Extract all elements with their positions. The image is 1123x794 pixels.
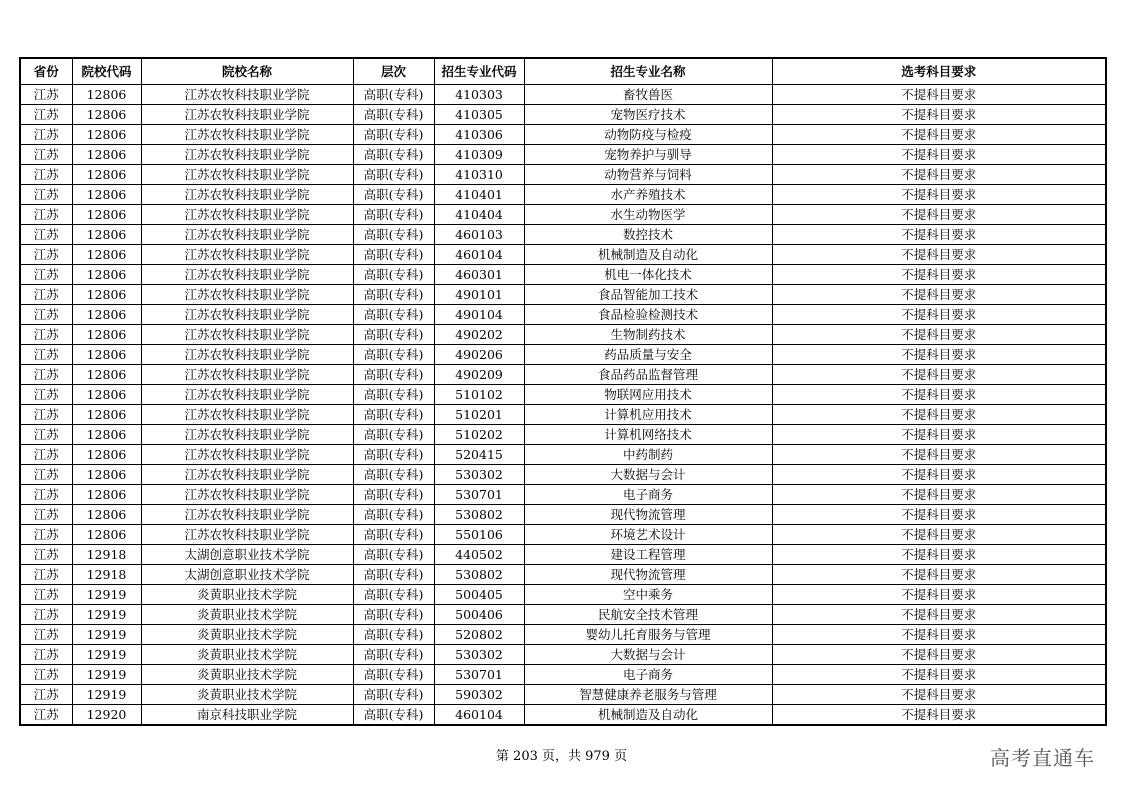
cell-province: 江苏 bbox=[20, 485, 72, 505]
cell-level: 高职(专科) bbox=[353, 325, 434, 345]
cell-major-code: 490101 bbox=[434, 285, 524, 305]
admission-table bbox=[19, 57, 1107, 726]
cell-subject-requirement: 不提科目要求 bbox=[772, 405, 1106, 425]
cell-school-code: 12919 bbox=[72, 585, 141, 605]
cell-school-name: 炎黄职业技术学院 bbox=[141, 685, 353, 705]
cell-subject-requirement: 不提科目要求 bbox=[772, 85, 1106, 105]
cell-school-code: 12806 bbox=[72, 485, 141, 505]
table-row bbox=[20, 605, 1106, 625]
cell-major-name: 水生动物医学 bbox=[524, 205, 772, 225]
cell-school-name: 江苏农牧科技职业学院 bbox=[141, 305, 353, 325]
cell-level: 高职(专科) bbox=[353, 585, 434, 605]
cell-province: 江苏 bbox=[20, 645, 72, 665]
table-row bbox=[20, 285, 1106, 305]
cell-subject-requirement: 不提科目要求 bbox=[772, 325, 1106, 345]
cell-subject-requirement: 不提科目要求 bbox=[772, 225, 1106, 245]
cell-subject-requirement: 不提科目要求 bbox=[772, 205, 1106, 225]
cell-school-name: 江苏农牧科技职业学院 bbox=[141, 265, 353, 285]
table-row bbox=[20, 405, 1106, 425]
cell-level: 高职(专科) bbox=[353, 465, 434, 485]
table-row bbox=[20, 685, 1106, 705]
cell-school-code: 12919 bbox=[72, 645, 141, 665]
cell-subject-requirement: 不提科目要求 bbox=[772, 585, 1106, 605]
cell-major-name: 药品质量与安全 bbox=[524, 345, 772, 365]
cell-level: 高职(专科) bbox=[353, 165, 434, 185]
cell-level: 高职(专科) bbox=[353, 685, 434, 705]
cell-school-name: 江苏农牧科技职业学院 bbox=[141, 385, 353, 405]
cell-subject-requirement: 不提科目要求 bbox=[772, 285, 1106, 305]
cell-level: 高职(专科) bbox=[353, 405, 434, 425]
cell-school-name: 江苏农牧科技职业学院 bbox=[141, 205, 353, 225]
cell-subject-requirement: 不提科目要求 bbox=[772, 565, 1106, 585]
cell-province: 江苏 bbox=[20, 685, 72, 705]
cell-major-name: 宠物医疗技术 bbox=[524, 105, 772, 125]
cell-school-code: 12806 bbox=[72, 305, 141, 325]
cell-level: 高职(专科) bbox=[353, 85, 434, 105]
table-row bbox=[20, 445, 1106, 465]
cell-major-code: 530701 bbox=[434, 485, 524, 505]
cell-school-code: 12806 bbox=[72, 325, 141, 345]
cell-major-name: 机械制造及自动化 bbox=[524, 245, 772, 265]
cell-school-name: 太湖创意职业技术学院 bbox=[141, 545, 353, 565]
header-level: 层次 bbox=[353, 58, 434, 85]
cell-subject-requirement: 不提科目要求 bbox=[772, 525, 1106, 545]
cell-subject-requirement: 不提科目要求 bbox=[772, 305, 1106, 325]
cell-province: 江苏 bbox=[20, 205, 72, 225]
cell-major-name: 生物制药技术 bbox=[524, 325, 772, 345]
cell-major-code: 490209 bbox=[434, 365, 524, 385]
cell-subject-requirement: 不提科目要求 bbox=[772, 245, 1106, 265]
cell-province: 江苏 bbox=[20, 285, 72, 305]
cell-major-code: 410305 bbox=[434, 105, 524, 125]
cell-school-name: 炎黄职业技术学院 bbox=[141, 665, 353, 685]
cell-province: 江苏 bbox=[20, 705, 72, 726]
cell-school-name: 炎黄职业技术学院 bbox=[141, 585, 353, 605]
cell-school-code: 12806 bbox=[72, 285, 141, 305]
cell-province: 江苏 bbox=[20, 85, 72, 105]
cell-level: 高职(专科) bbox=[353, 225, 434, 245]
cell-level: 高职(专科) bbox=[353, 345, 434, 365]
cell-major-code: 440502 bbox=[434, 545, 524, 565]
cell-school-name: 江苏农牧科技职业学院 bbox=[141, 465, 353, 485]
cell-province: 江苏 bbox=[20, 325, 72, 345]
cell-subject-requirement: 不提科目要求 bbox=[772, 645, 1106, 665]
header-major-name: 招生专业名称 bbox=[524, 58, 772, 85]
cell-major-code: 460301 bbox=[434, 265, 524, 285]
cell-province: 江苏 bbox=[20, 545, 72, 565]
cell-subject-requirement: 不提科目要求 bbox=[772, 505, 1106, 525]
cell-major-name: 智慧健康养老服务与管理 bbox=[524, 685, 772, 705]
cell-school-code: 12806 bbox=[72, 405, 141, 425]
cell-school-code: 12806 bbox=[72, 125, 141, 145]
table-row bbox=[20, 245, 1106, 265]
cell-level: 高职(专科) bbox=[353, 705, 434, 726]
table-row bbox=[20, 645, 1106, 665]
cell-major-code: 510201 bbox=[434, 405, 524, 425]
cell-province: 江苏 bbox=[20, 105, 72, 125]
cell-school-code: 12806 bbox=[72, 445, 141, 465]
cell-province: 江苏 bbox=[20, 465, 72, 485]
cell-level: 高职(专科) bbox=[353, 245, 434, 265]
cell-province: 江苏 bbox=[20, 385, 72, 405]
cell-level: 高职(专科) bbox=[353, 365, 434, 385]
cell-subject-requirement: 不提科目要求 bbox=[772, 465, 1106, 485]
cell-major-code: 590302 bbox=[434, 685, 524, 705]
cell-subject-requirement: 不提科目要求 bbox=[772, 545, 1106, 565]
cell-major-name: 物联网应用技术 bbox=[524, 385, 772, 405]
cell-province: 江苏 bbox=[20, 665, 72, 685]
table-row bbox=[20, 585, 1106, 605]
table-row bbox=[20, 525, 1106, 545]
cell-major-name: 机电一体化技术 bbox=[524, 265, 772, 285]
cell-province: 江苏 bbox=[20, 585, 72, 605]
cell-major-code: 500405 bbox=[434, 585, 524, 605]
cell-major-name: 电子商务 bbox=[524, 485, 772, 505]
cell-level: 高职(专科) bbox=[353, 445, 434, 465]
cell-major-code: 490206 bbox=[434, 345, 524, 365]
table-row bbox=[20, 505, 1106, 525]
cell-major-code: 530302 bbox=[434, 645, 524, 665]
cell-subject-requirement: 不提科目要求 bbox=[772, 665, 1106, 685]
watermark: 高考直通车 bbox=[990, 746, 1095, 770]
table-row bbox=[20, 125, 1106, 145]
cell-school-code: 12806 bbox=[72, 525, 141, 545]
table-row bbox=[20, 385, 1106, 405]
table-row bbox=[20, 105, 1106, 125]
cell-major-name: 中药制药 bbox=[524, 445, 772, 465]
cell-province: 江苏 bbox=[20, 345, 72, 365]
header-school-name: 院校名称 bbox=[141, 58, 353, 85]
cell-subject-requirement: 不提科目要求 bbox=[772, 425, 1106, 445]
cell-level: 高职(专科) bbox=[353, 645, 434, 665]
cell-province: 江苏 bbox=[20, 365, 72, 385]
table-row bbox=[20, 205, 1106, 225]
cell-major-name: 大数据与会计 bbox=[524, 465, 772, 485]
cell-major-code: 520802 bbox=[434, 625, 524, 645]
cell-subject-requirement: 不提科目要求 bbox=[772, 625, 1106, 645]
cell-level: 高职(专科) bbox=[353, 625, 434, 645]
cell-school-name: 江苏农牧科技职业学院 bbox=[141, 285, 353, 305]
cell-school-code: 12918 bbox=[72, 545, 141, 565]
cell-school-name: 江苏农牧科技职业学院 bbox=[141, 425, 353, 445]
table-row bbox=[20, 85, 1106, 105]
table-row bbox=[20, 185, 1106, 205]
cell-level: 高职(专科) bbox=[353, 545, 434, 565]
cell-major-code: 490104 bbox=[434, 305, 524, 325]
table-row bbox=[20, 325, 1106, 345]
cell-school-name: 江苏农牧科技职业学院 bbox=[141, 405, 353, 425]
cell-province: 江苏 bbox=[20, 185, 72, 205]
cell-province: 江苏 bbox=[20, 245, 72, 265]
table-row bbox=[20, 165, 1106, 185]
table-row bbox=[20, 465, 1106, 485]
cell-level: 高职(专科) bbox=[353, 185, 434, 205]
header-subject-requirement: 选考科目要求 bbox=[772, 58, 1106, 85]
cell-school-name: 江苏农牧科技职业学院 bbox=[141, 165, 353, 185]
cell-school-name: 南京科技职业学院 bbox=[141, 705, 353, 726]
cell-major-code: 460103 bbox=[434, 225, 524, 245]
cell-major-code: 410401 bbox=[434, 185, 524, 205]
cell-major-code: 530802 bbox=[434, 505, 524, 525]
cell-level: 高职(专科) bbox=[353, 285, 434, 305]
table-row bbox=[20, 305, 1106, 325]
cell-major-code: 550106 bbox=[434, 525, 524, 545]
cell-major-code: 500406 bbox=[434, 605, 524, 625]
cell-school-code: 12919 bbox=[72, 685, 141, 705]
cell-province: 江苏 bbox=[20, 165, 72, 185]
cell-major-name: 动物防疫与检疫 bbox=[524, 125, 772, 145]
cell-subject-requirement: 不提科目要求 bbox=[772, 265, 1106, 285]
cell-school-name: 江苏农牧科技职业学院 bbox=[141, 365, 353, 385]
cell-major-code: 410310 bbox=[434, 165, 524, 185]
header-school-code: 院校代码 bbox=[72, 58, 141, 85]
cell-level: 高职(专科) bbox=[353, 605, 434, 625]
table-row bbox=[20, 425, 1106, 445]
cell-subject-requirement: 不提科目要求 bbox=[772, 145, 1106, 165]
cell-major-name: 畜牧兽医 bbox=[524, 85, 772, 105]
cell-school-code: 12806 bbox=[72, 185, 141, 205]
cell-school-name: 江苏农牧科技职业学院 bbox=[141, 525, 353, 545]
cell-school-code: 12806 bbox=[72, 365, 141, 385]
cell-major-name: 计算机应用技术 bbox=[524, 405, 772, 425]
cell-major-code: 510202 bbox=[434, 425, 524, 445]
cell-school-code: 12806 bbox=[72, 465, 141, 485]
cell-major-name: 环境艺术设计 bbox=[524, 525, 772, 545]
cell-major-name: 食品检验检测技术 bbox=[524, 305, 772, 325]
cell-major-name: 食品药品监督管理 bbox=[524, 365, 772, 385]
cell-school-code: 12806 bbox=[72, 225, 141, 245]
cell-subject-requirement: 不提科目要求 bbox=[772, 345, 1106, 365]
cell-province: 江苏 bbox=[20, 265, 72, 285]
cell-subject-requirement: 不提科目要求 bbox=[772, 185, 1106, 205]
cell-level: 高职(专科) bbox=[353, 425, 434, 445]
cell-province: 江苏 bbox=[20, 425, 72, 445]
cell-major-name: 现代物流管理 bbox=[524, 505, 772, 525]
cell-school-code: 12806 bbox=[72, 425, 141, 445]
cell-major-code: 410404 bbox=[434, 205, 524, 225]
cell-level: 高职(专科) bbox=[353, 565, 434, 585]
cell-major-name: 动物营养与饲料 bbox=[524, 165, 772, 185]
table-row bbox=[20, 345, 1106, 365]
table-row bbox=[20, 545, 1106, 565]
cell-major-code: 460104 bbox=[434, 705, 524, 726]
cell-province: 江苏 bbox=[20, 145, 72, 165]
table-row bbox=[20, 265, 1106, 285]
cell-major-name: 计算机网络技术 bbox=[524, 425, 772, 445]
cell-major-code: 410309 bbox=[434, 145, 524, 165]
table-row bbox=[20, 365, 1106, 385]
cell-school-name: 江苏农牧科技职业学院 bbox=[141, 145, 353, 165]
cell-school-code: 12806 bbox=[72, 385, 141, 405]
cell-major-name: 机械制造及自动化 bbox=[524, 705, 772, 726]
cell-subject-requirement: 不提科目要求 bbox=[772, 445, 1106, 465]
cell-subject-requirement: 不提科目要求 bbox=[772, 485, 1106, 505]
cell-major-code: 530302 bbox=[434, 465, 524, 485]
cell-major-name: 建设工程管理 bbox=[524, 545, 772, 565]
cell-province: 江苏 bbox=[20, 505, 72, 525]
cell-major-code: 530802 bbox=[434, 565, 524, 585]
cell-school-name: 江苏农牧科技职业学院 bbox=[141, 105, 353, 125]
cell-major-code: 410306 bbox=[434, 125, 524, 145]
cell-level: 高职(专科) bbox=[353, 145, 434, 165]
cell-school-name: 江苏农牧科技职业学院 bbox=[141, 245, 353, 265]
cell-province: 江苏 bbox=[20, 125, 72, 145]
cell-school-name: 江苏农牧科技职业学院 bbox=[141, 445, 353, 465]
cell-subject-requirement: 不提科目要求 bbox=[772, 125, 1106, 145]
table-row bbox=[20, 485, 1106, 505]
cell-school-code: 12806 bbox=[72, 345, 141, 365]
cell-province: 江苏 bbox=[20, 565, 72, 585]
cell-school-code: 12806 bbox=[72, 505, 141, 525]
cell-school-name: 炎黄职业技术学院 bbox=[141, 645, 353, 665]
cell-level: 高职(专科) bbox=[353, 125, 434, 145]
cell-major-name: 电子商务 bbox=[524, 665, 772, 685]
table-header-row bbox=[20, 58, 1106, 85]
table-row bbox=[20, 565, 1106, 585]
cell-major-name: 空中乘务 bbox=[524, 585, 772, 605]
cell-province: 江苏 bbox=[20, 445, 72, 465]
cell-major-name: 数控技术 bbox=[524, 225, 772, 245]
header-province: 省份 bbox=[20, 58, 72, 85]
cell-province: 江苏 bbox=[20, 525, 72, 545]
cell-school-code: 12919 bbox=[72, 665, 141, 685]
cell-school-code: 12806 bbox=[72, 245, 141, 265]
page-number: 第 203 页，共 979 页 bbox=[495, 749, 628, 764]
cell-level: 高职(专科) bbox=[353, 665, 434, 685]
cell-level: 高职(专科) bbox=[353, 205, 434, 225]
cell-school-code: 12918 bbox=[72, 565, 141, 585]
cell-school-code: 12920 bbox=[72, 705, 141, 726]
cell-subject-requirement: 不提科目要求 bbox=[772, 685, 1106, 705]
cell-level: 高职(专科) bbox=[353, 105, 434, 125]
cell-school-name: 江苏农牧科技职业学院 bbox=[141, 225, 353, 245]
cell-school-name: 炎黄职业技术学院 bbox=[141, 625, 353, 645]
cell-major-name: 水产养殖技术 bbox=[524, 185, 772, 205]
cell-major-code: 530701 bbox=[434, 665, 524, 685]
cell-major-code: 410303 bbox=[434, 85, 524, 105]
cell-province: 江苏 bbox=[20, 405, 72, 425]
cell-school-name: 江苏农牧科技职业学院 bbox=[141, 85, 353, 105]
cell-school-name: 江苏农牧科技职业学院 bbox=[141, 345, 353, 365]
cell-school-name: 炎黄职业技术学院 bbox=[141, 605, 353, 625]
cell-school-code: 12806 bbox=[72, 145, 141, 165]
cell-school-code: 12806 bbox=[72, 165, 141, 185]
table-row bbox=[20, 225, 1106, 245]
header-major-code: 招生专业代码 bbox=[434, 58, 524, 85]
cell-major-name: 宠物养护与驯导 bbox=[524, 145, 772, 165]
table-body bbox=[20, 85, 1106, 726]
cell-school-code: 12919 bbox=[72, 605, 141, 625]
cell-subject-requirement: 不提科目要求 bbox=[772, 605, 1106, 625]
cell-school-name: 江苏农牧科技职业学院 bbox=[141, 325, 353, 345]
cell-subject-requirement: 不提科目要求 bbox=[772, 385, 1106, 405]
cell-level: 高职(专科) bbox=[353, 265, 434, 285]
table-row bbox=[20, 625, 1106, 645]
table-row bbox=[20, 145, 1106, 165]
cell-school-name: 太湖创意职业技术学院 bbox=[141, 565, 353, 585]
cell-province: 江苏 bbox=[20, 605, 72, 625]
cell-school-code: 12806 bbox=[72, 85, 141, 105]
cell-major-code: 510102 bbox=[434, 385, 524, 405]
cell-province: 江苏 bbox=[20, 305, 72, 325]
table-row bbox=[20, 665, 1106, 685]
cell-level: 高职(专科) bbox=[353, 385, 434, 405]
cell-school-name: 江苏农牧科技职业学院 bbox=[141, 505, 353, 525]
cell-school-code: 12806 bbox=[72, 265, 141, 285]
cell-school-name: 江苏农牧科技职业学院 bbox=[141, 125, 353, 145]
cell-province: 江苏 bbox=[20, 625, 72, 645]
cell-school-name: 江苏农牧科技职业学院 bbox=[141, 185, 353, 205]
cell-subject-requirement: 不提科目要求 bbox=[772, 365, 1106, 385]
cell-subject-requirement: 不提科目要求 bbox=[772, 105, 1106, 125]
table-row bbox=[20, 705, 1106, 726]
cell-major-code: 490202 bbox=[434, 325, 524, 345]
cell-major-name: 现代物流管理 bbox=[524, 565, 772, 585]
cell-level: 高职(专科) bbox=[353, 485, 434, 505]
cell-major-name: 食品智能加工技术 bbox=[524, 285, 772, 305]
cell-major-code: 460104 bbox=[434, 245, 524, 265]
cell-school-code: 12806 bbox=[72, 105, 141, 125]
cell-major-name: 婴幼儿托育服务与管理 bbox=[524, 625, 772, 645]
cell-subject-requirement: 不提科目要求 bbox=[772, 165, 1106, 185]
cell-school-code: 12919 bbox=[72, 625, 141, 645]
cell-level: 高职(专科) bbox=[353, 505, 434, 525]
cell-major-name: 民航安全技术管理 bbox=[524, 605, 772, 625]
cell-school-code: 12806 bbox=[72, 205, 141, 225]
cell-major-code: 520415 bbox=[434, 445, 524, 465]
cell-major-name: 大数据与会计 bbox=[524, 645, 772, 665]
cell-level: 高职(专科) bbox=[353, 305, 434, 325]
cell-province: 江苏 bbox=[20, 225, 72, 245]
cell-level: 高职(专科) bbox=[353, 525, 434, 545]
cell-school-name: 江苏农牧科技职业学院 bbox=[141, 485, 353, 505]
cell-subject-requirement: 不提科目要求 bbox=[772, 705, 1106, 726]
